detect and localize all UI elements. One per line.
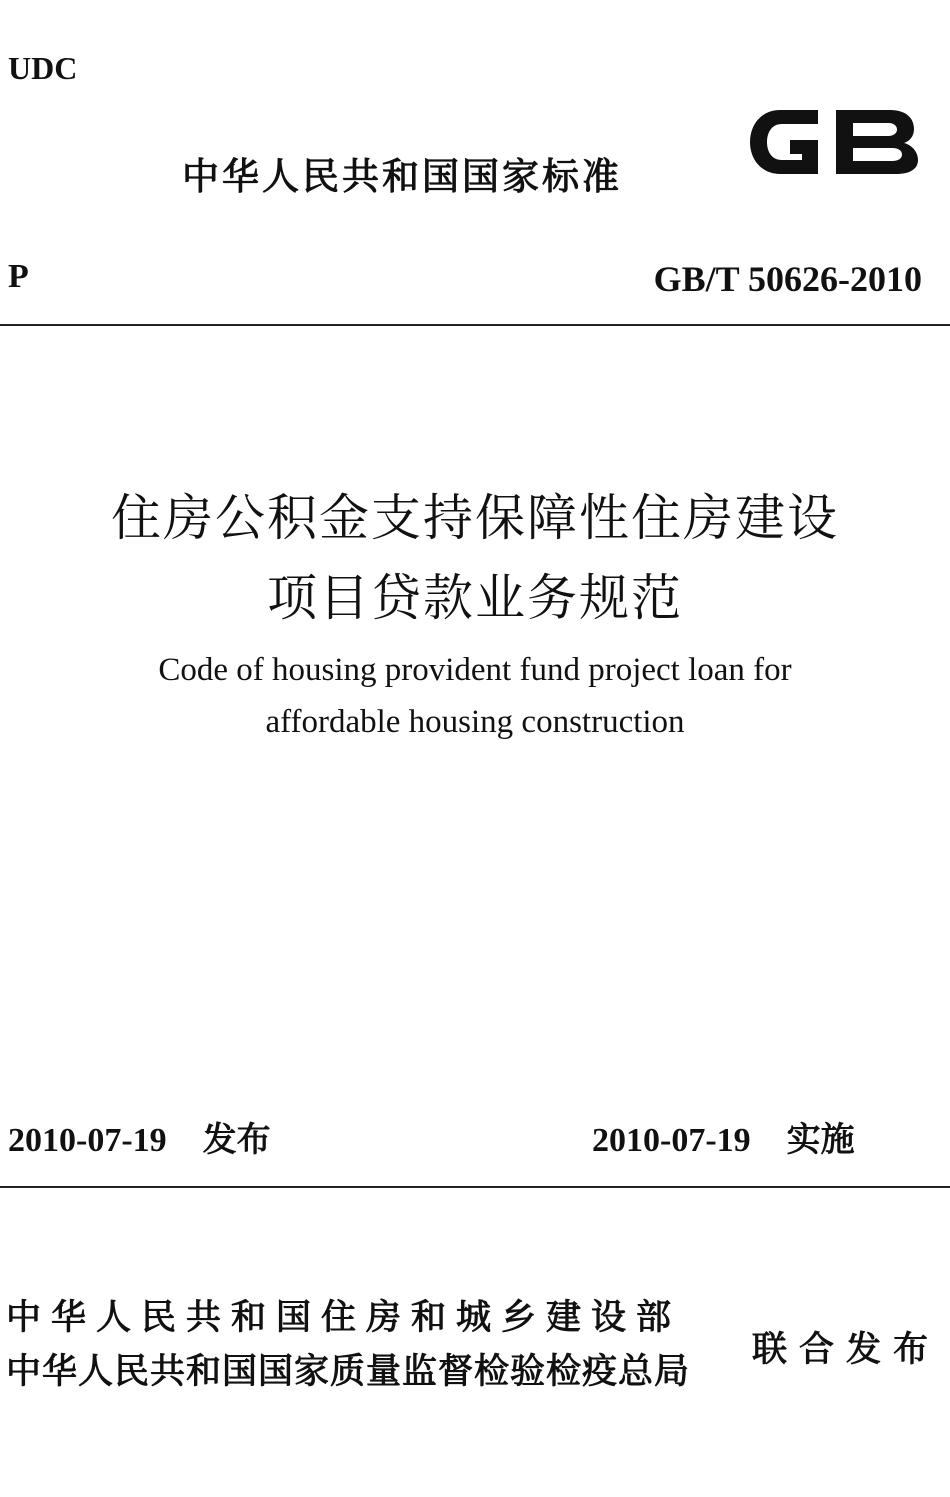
title-en-line1: Code of housing provident fund project loan for bbox=[158, 652, 792, 688]
issuer-line2: 中华人民共和国国家质量监督检验检疫总局 bbox=[6, 1352, 691, 1392]
gb-logo bbox=[740, 96, 925, 188]
standard-number: GB/T 50626-2010 bbox=[653, 259, 922, 299]
issued-date: 2010-07-19 bbox=[8, 1122, 167, 1159]
effective-date-block bbox=[592, 1112, 855, 1161]
effective-label: 实施 bbox=[786, 1120, 855, 1160]
national-standard-heading: 中华人民共和国国家标准 bbox=[182, 155, 622, 198]
top-divider bbox=[0, 324, 950, 326]
title-cn-line2: 项目贷款业务规范 bbox=[267, 569, 683, 627]
category-code: P bbox=[8, 258, 29, 295]
effective-date: 2010-07-19 bbox=[592, 1122, 751, 1159]
joint-issue-label: 联合发布 bbox=[752, 1330, 941, 1370]
issued-label: 发布 bbox=[202, 1120, 271, 1160]
issuer-line1: 中华人民共和国住房和城乡建设部 bbox=[6, 1298, 682, 1338]
title-en-line2: affordable housing construction bbox=[265, 704, 685, 740]
bottom-divider bbox=[0, 1186, 950, 1188]
title-cn-line1: 住房公积金支持保障性住房建设 bbox=[111, 489, 839, 547]
issued-date-block bbox=[8, 1112, 271, 1161]
udc-label: UDC bbox=[8, 50, 78, 86]
